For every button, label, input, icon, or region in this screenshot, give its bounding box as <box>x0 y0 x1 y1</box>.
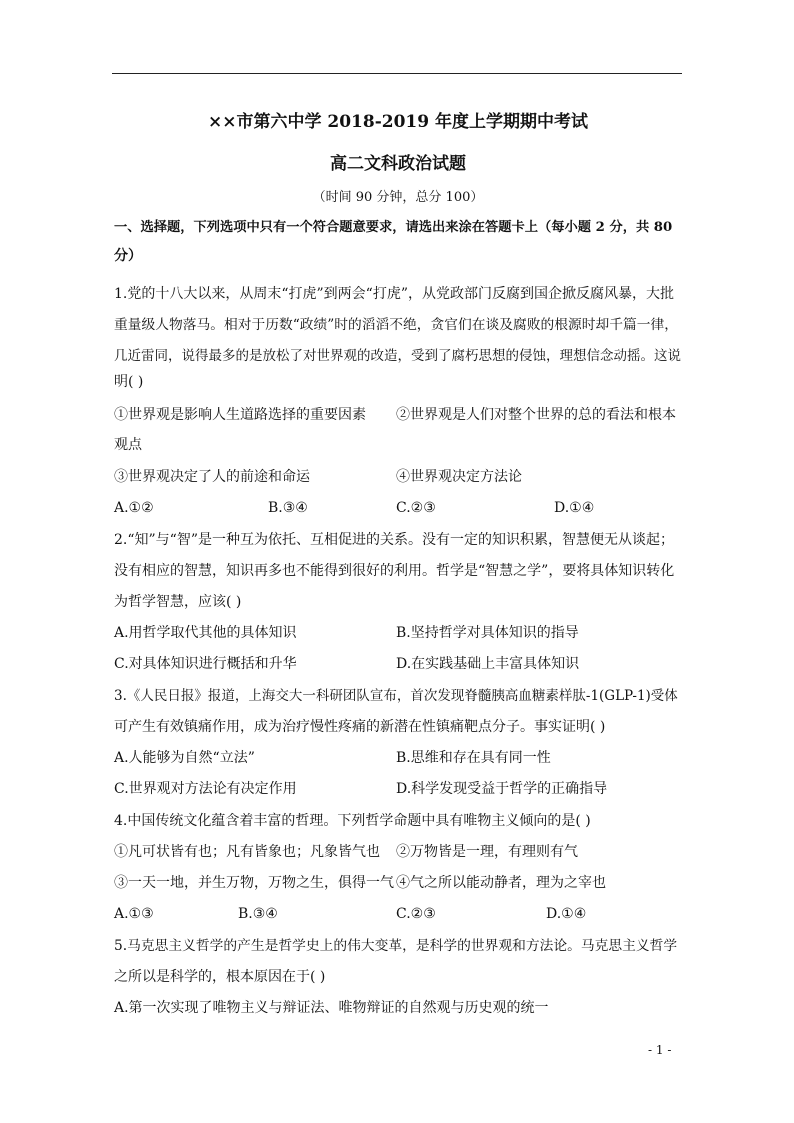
page-number: - 1 - <box>648 1043 672 1057</box>
q1-line: 1.党的十八大以来，从周末“打虎”到两会“打虎”，从党政部门反腐到国企掀反腐风暴，大批 <box>114 286 674 302</box>
q2-option-b: B.坚持哲学对具体知识的指导 <box>396 625 579 641</box>
q4-option-a: A.①③ <box>114 906 154 922</box>
header-rule <box>112 73 682 74</box>
q1-statement-1: ①世界观是影响人生道路选择的重要因素 <box>114 407 366 423</box>
q3-option-d: D.科学发现受益于哲学的正确指导 <box>396 781 608 797</box>
q1-option-a: A.①② <box>114 500 154 516</box>
q1-option-c: C.②③ <box>396 500 436 516</box>
q3-option-b: B.思维和存在具有同一性 <box>396 750 551 766</box>
q1-line: 几近雷同，说得最多的是放松了对世界观的改造，受到了腐朽思想的侵蚀，理想信念动摇。这说 <box>114 348 681 364</box>
q1-statement-2-cont: 观点 <box>114 437 142 453</box>
q4-statement-4: ④气之所以能动静者，理为之宰也 <box>396 875 606 891</box>
q4-statement-1: ①凡可状皆有也；凡有皆象也；凡象皆气也 <box>114 844 380 860</box>
q4-statement-3: ③一天一地，并生万物，万物之生，俱得一气 <box>114 875 394 891</box>
q1-line: 重量级人物落马。相对于历数“政绩”时的滔滔不绝，贪官们在谈及腐败的根源时却千篇一律， <box>114 317 679 333</box>
q1-statement-4: ④世界观决定方法论 <box>396 469 522 485</box>
q5-option-a: A.第一次实现了唯物主义与辩证法、唯物辩证的自然观与历史观的统一 <box>114 1000 549 1016</box>
q5-line: 之所以是科学的，根本原因在于( ) <box>114 969 326 985</box>
exam-title: ××市第六中学 2018-2019 年度上学期期中考试 <box>207 112 588 132</box>
q1-statement-2: ②世界观是人们对整个世界的总的看法和根本 <box>396 407 676 423</box>
q4-option-d: D.①④ <box>546 906 587 922</box>
q2-line: 为哲学智慧，应该( ) <box>114 594 242 610</box>
section-heading-line1: 一、选择题，下列选项中只有一个符合题意要求，请选出来涂在答题卡上（每小题 2 分，共 80 <box>114 220 673 235</box>
exam-subtitle: 高二文科政治试题 <box>330 154 466 174</box>
q3-line: 可产生有效镇痛作用，成为治疗慢性疼痛的新潜在性镇痛靶点分子。事实证明( ) <box>114 719 606 735</box>
section-heading-line2: 分） <box>114 248 142 264</box>
q2-option-a: A.用哲学取代其他的具体知识 <box>114 625 297 641</box>
q4-line: 4.中国传统文化蕴含着丰富的哲理。下列哲学命题中具有唯物主义倾向的是( ) <box>114 813 591 829</box>
q5-line: 5.马克思主义哲学的产生是哲学史上的伟大变革，是科学的世界观和方法论。马克思主义哲学 <box>114 938 678 954</box>
q1-option-b: B.③④ <box>268 500 308 516</box>
q1-statement-3: ③世界观决定了人的前途和命运 <box>114 469 310 485</box>
q3-option-c: C.世界观对方法论有决定作用 <box>114 781 297 797</box>
q3-option-a: A.人能够为自然“立法” <box>114 750 255 766</box>
q2-line: 没有相应的智慧，知识再多也不能得到很好的利用。哲学是“智慧之学”，要将具体知识转化 <box>114 563 675 579</box>
q4-statement-2: ②万物皆是一理，有理则有气 <box>396 844 578 860</box>
q2-option-c: C.对具体知识进行概括和升华 <box>114 656 297 672</box>
exam-info: （时间 90 分钟，总分 100） <box>312 190 484 205</box>
q1-option-d: D.①④ <box>554 500 595 516</box>
q4-option-c: C.②③ <box>396 906 436 922</box>
q3-line: 3.《人民日报》报道，上海交大一科研团队宣布，首次发现脊髓胰高血糖素样肽-1(GLP-1)受体 <box>114 688 678 704</box>
q2-option-d: D.在实践基础上丰富具体知识 <box>396 656 580 672</box>
q1-line: 明( ) <box>114 374 144 390</box>
q4-option-b: B.③④ <box>238 906 278 922</box>
q2-line: 2.“知”与“智”是一种互为依托、互相促进的关系。没有一定的知识积累，智慧便无从谈起； <box>114 532 674 548</box>
